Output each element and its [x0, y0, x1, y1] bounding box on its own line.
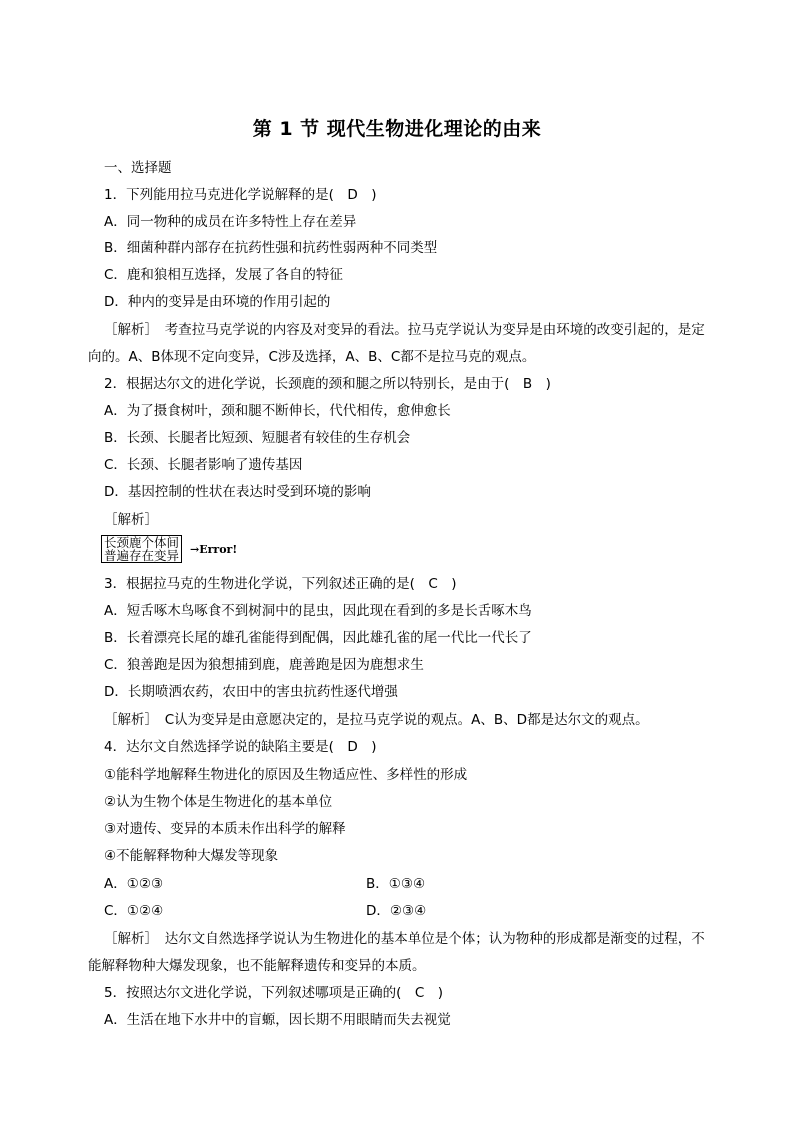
q4-statement-3: ③对遗传、变异的本质未作出科学的解释 — [104, 821, 346, 837]
q3-option-d: D．长期喷洒农药，农田中的害虫抗药性逐代增强 — [104, 684, 398, 700]
q3-option-c: C．狼善跑是因为狼想捕到鹿，鹿善跑是因为鹿想求生 — [104, 657, 424, 673]
q1-option-a: A．同一物种的成员在许多特性上存在差异 — [104, 214, 357, 230]
page-title: 第 1 节 现代生物进化理论的由来 — [252, 118, 542, 140]
q3-stem: 3．根据拉马克的生物进化学说，下列叙述正确的是( C ) — [104, 576, 457, 592]
q4-statement-1: ①能科学地解释生物进化的原因及生物适应性、多样性的形成 — [104, 767, 468, 783]
q4-option-d: D．②③④ — [366, 903, 427, 919]
q2-diagram-arrow: →Error! — [190, 543, 238, 556]
q2-option-a: A．为了摄食树叶，颈和腿不断伸长，代代相传，愈伸愈长 — [104, 403, 451, 419]
q4-analysis-line2: 能解释物种大爆发现象，也不能解释遗传和变异的本质。 — [88, 958, 426, 974]
q3-option-b: B．长着漂亮长尾的雄孔雀能得到配偶，因此雄孔雀的尾一代比一代长了 — [104, 630, 532, 646]
q2-box-line1: 长颈鹿个体间 — [104, 535, 180, 550]
q2-option-b: B．长颈、长腿者比短颈、短腿者有较佳的生存机会 — [104, 430, 411, 446]
q4-statement-4: ④不能解释物种大爆发等现象 — [104, 848, 279, 864]
q1-option-b: B．细菌种群内部存在抗药性强和抗药性弱两种不同类型 — [104, 240, 438, 256]
q2-box-line2: 普遍存在变异 — [104, 548, 180, 563]
q2-diagram-box — [101, 535, 182, 563]
section-heading: 一、选择题 — [104, 160, 172, 176]
q3-option-a: A．短舌啄木鸟啄食不到树洞中的昆虫，因此现在看到的多是长舌啄木鸟 — [104, 603, 532, 619]
q4-stem: 4．达尔文自然选择学说的缺陷主要是( D ) — [104, 739, 377, 755]
q1-analysis-line2: 向的。A、B体现不定向变异，C涉及选择，A、B、C都不是拉马克的观点。 — [88, 349, 536, 365]
q4-analysis-line1: ［解析］ 达尔文自然选择学说认为生物进化的基本单位是个体；认为物种的形成都是渐变的过程，不 — [104, 931, 705, 947]
q5-stem: 5．按照达尔文进化学说，下列叙述哪项是正确的( C ) — [104, 985, 444, 1001]
q4-statement-2: ②认为生物个体是生物进化的基本单位 — [104, 794, 333, 810]
q3-analysis: ［解析］ C认为变异是由意愿决定的，是拉马克学说的观点。A、B、D都是达尔文的观点。 — [104, 712, 649, 728]
q1-option-c: C．鹿和狼相互选择，发展了各自的特征 — [104, 267, 343, 283]
q4-option-a: A．①②③ — [104, 876, 164, 892]
q2-option-c: C．长颈、长腿者影响了遗传基因 — [104, 457, 303, 473]
q2-stem: 2．根据达尔文的进化学说，长颈鹿的颈和腿之所以特别长，是由于( B ) — [104, 376, 551, 392]
q4-option-c: C．①②④ — [104, 903, 164, 919]
q4-option-b: B．①③④ — [366, 876, 426, 892]
q2-option-d: D．基因控制的性状在表达时受到环境的影响 — [104, 484, 371, 500]
q1-option-d: D．种内的变异是由环境的作用引起的 — [104, 294, 331, 310]
q5-option-a: A．生活在地下水井中的盲螈，因长期不用眼睛而失去视觉 — [104, 1012, 451, 1028]
q2-analysis-diagram — [101, 535, 182, 563]
q1-analysis-line1: ［解析］ 考查拉马克学说的内容及对变异的看法。拉马克学说认为变异是由环境的改变引起的，是定 — [104, 322, 705, 338]
q2-analysis-label: ［解析］ — [104, 512, 158, 528]
q1-stem: 1．下列能用拉马克进化学说解释的是( D ) — [104, 187, 377, 203]
